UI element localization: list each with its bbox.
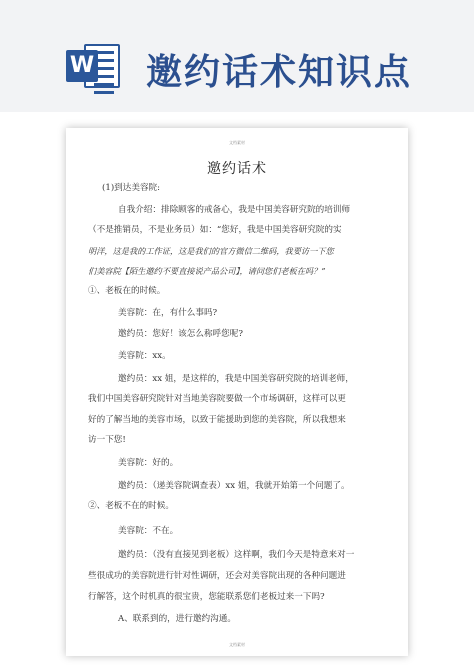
paragraph-line: 访一下您! xyxy=(88,435,126,446)
paragraph-line: 们美容院【陌生邀约不要直接说产品公司】，请问您们老板在吗？” xyxy=(88,265,326,276)
page-header: 文档素材 xyxy=(229,140,245,145)
dialogue-line: 邀约员：（递美容院调查表）xx 姐，我就开始第一个问题了。 xyxy=(118,480,350,491)
dialogue-line: 邀约员：您好！该怎么称呼您呢? xyxy=(118,329,243,340)
paragraph-line: 些很成功的美容院进行针对性调研，还会对美容院出现的各种问题进 xyxy=(88,570,346,581)
paragraph-line: 我们中国美容研究院针对当地美容院要做一个市场调研，这样可以更 xyxy=(88,394,346,405)
paragraph-line: 行解答，这个时机真的很宝贵，您能联系您们老板过来一下吗? xyxy=(88,591,325,602)
banner-title: 邀约话术知识点 xyxy=(146,52,413,93)
document-body xyxy=(88,184,388,624)
dialogue-line: 邀约员：（没有直接见到老板）这样啊，我们今天是特意来对一 xyxy=(118,550,355,561)
word-icon xyxy=(66,38,122,94)
case-heading: ②、老板不在的时候。 xyxy=(88,501,174,512)
dialogue-line: 美容院：xx。 xyxy=(118,350,171,361)
document-title: 邀约话术 xyxy=(207,161,267,177)
paragraph-line: 明洋，这是我的工作证，这是我们的官方微信二维码，我要访一下您 xyxy=(88,245,334,256)
option-line: A、联系到的，进行邀约沟通。 xyxy=(118,614,236,625)
dialogue-line: 邀约员：xx 姐，是这样的，我是中国美容研究院的培训老师， xyxy=(118,373,354,384)
title-banner xyxy=(0,0,474,112)
paragraph-line: （不是推销员，不是业务员）如：“您好，我是中国美容研究院的实 xyxy=(88,225,342,236)
dialogue-line: 美容院：在，有什么事吗? xyxy=(118,307,218,318)
document-page xyxy=(66,128,408,656)
word-letter-tile: W xyxy=(66,50,98,82)
dialogue-line: 美容院：好的。 xyxy=(118,457,179,468)
dialogue-line: 美容院：不在。 xyxy=(118,525,179,536)
page-footer: 文档素材 xyxy=(229,642,245,647)
paragraph-line: 自我介绍：排除顾客的戒备心，我是中国美容研究院的培训师 xyxy=(118,204,351,215)
section-heading: (1)到达美容院: xyxy=(102,183,161,193)
paragraph-line: 好的了解当地的美容市场，以致于能援助到您的美容院，所以我想来 xyxy=(88,414,346,425)
case-heading: ①、老板在的时候。 xyxy=(88,286,166,297)
